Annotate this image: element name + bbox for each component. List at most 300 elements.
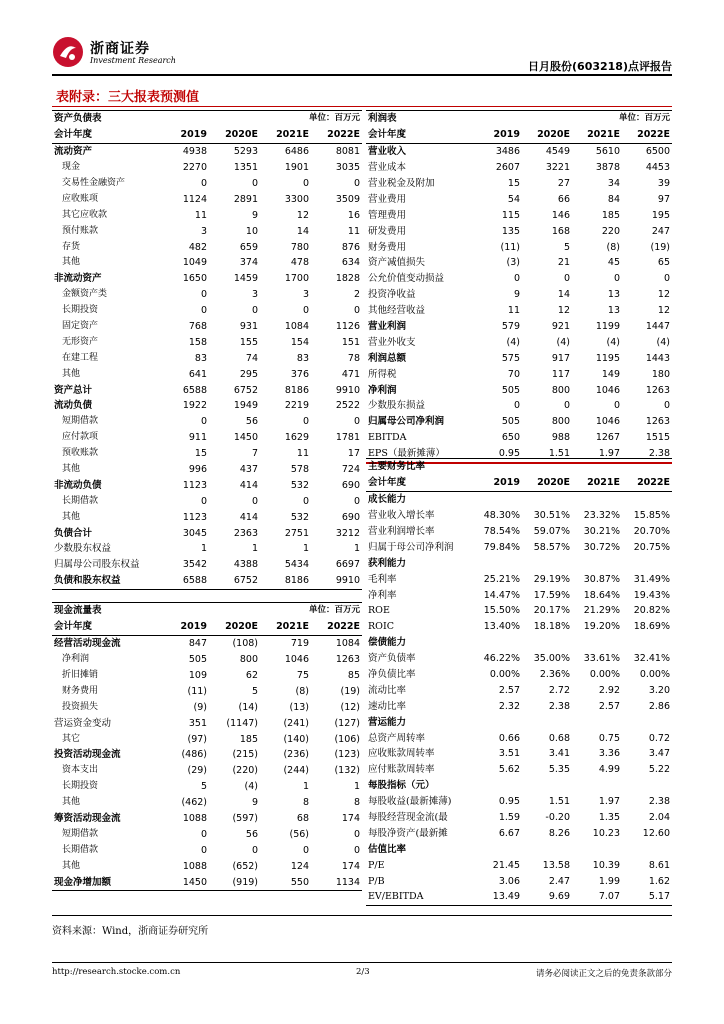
- cell-value: 195: [651, 209, 671, 221]
- cell-value: 3486: [495, 146, 520, 158]
- cell-value: 11: [296, 448, 309, 460]
- row-label: ROIC: [368, 621, 394, 633]
- table-row: [52, 795, 362, 811]
- cell-value: 2.57: [498, 684, 520, 696]
- column-header-label: 会计年度: [52, 127, 158, 143]
- row-label: 其他: [62, 797, 81, 808]
- row-label: 总资产周转率: [368, 732, 426, 744]
- cell-value: (652): [232, 860, 258, 872]
- cell-value: 3.06: [498, 875, 520, 887]
- year-header: 2019: [472, 475, 522, 491]
- cell-value: 0: [513, 400, 520, 412]
- cell-value: 7.07: [572, 889, 622, 905]
- table-row: [52, 287, 362, 303]
- table-row: [366, 255, 672, 271]
- cell-value: 3035: [335, 162, 361, 174]
- row-label: 财务费用: [62, 685, 99, 696]
- cell-value: (215): [232, 749, 258, 761]
- year-header: 2021E: [572, 475, 622, 491]
- footer-url[interactable]: http://research.stocke.com.cn: [52, 967, 181, 977]
- cell-value: 578: [290, 464, 309, 476]
- cell-value: 29.19%: [533, 573, 570, 585]
- table-row: [366, 524, 672, 540]
- row-label: 预付账款: [62, 225, 99, 236]
- cell-value: 8: [302, 797, 309, 809]
- source-divider: [52, 915, 672, 916]
- cell-value: 0: [251, 178, 258, 189]
- cell-value: 30.51%: [533, 510, 570, 522]
- cell-value: 0: [613, 400, 620, 412]
- cell-value: 0.00%: [489, 669, 520, 681]
- cell-value: 10.23: [592, 827, 620, 839]
- row-label: 利润总额: [368, 352, 407, 364]
- cell-value: 6752: [233, 384, 258, 396]
- cell-value: 79.84%: [483, 541, 520, 553]
- cell-value: 3.36: [598, 748, 620, 760]
- cell-value: 83: [194, 352, 207, 364]
- cell-value: (140): [283, 733, 309, 745]
- cell-value: 917: [551, 352, 570, 364]
- row-label: 资产负债率: [368, 653, 416, 665]
- table-row: [52, 747, 362, 763]
- cell-value: 62: [245, 670, 258, 681]
- cell-value: 6500: [645, 146, 671, 158]
- table-title: 现金流量表: [52, 603, 158, 619]
- cell-value: 0: [353, 305, 361, 317]
- cell-value: 0: [200, 828, 207, 840]
- row-label: 现金净增加额: [52, 874, 158, 890]
- row-label: 长期投资: [62, 305, 99, 316]
- table-row: [52, 398, 362, 414]
- cell-value: 16: [347, 209, 361, 221]
- cell-value: 78.54%: [483, 526, 520, 537]
- table-row: [52, 207, 362, 223]
- cell-value: 374: [239, 257, 258, 269]
- cell-value: 921: [551, 321, 570, 333]
- row-label: 估值比率: [368, 843, 407, 855]
- cell-value: 4453: [645, 162, 671, 174]
- section-title: 表附录：三大报表预测值: [56, 90, 200, 105]
- section-divider: [52, 106, 672, 107]
- cell-value: 7: [251, 448, 258, 460]
- cell-value: (56): [289, 828, 309, 840]
- row-label: 交易性金融资产: [62, 178, 126, 188]
- cell-value: 1124: [182, 193, 207, 205]
- cell-value: 0: [302, 844, 309, 856]
- row-label: 预收账款: [62, 448, 99, 459]
- table-row: [52, 239, 362, 255]
- cell-value: 0: [200, 178, 207, 189]
- row-label: ROE: [368, 605, 390, 617]
- row-label: 其它: [62, 733, 81, 744]
- row-label: 营业收入: [368, 146, 407, 158]
- cell-value: 1447: [645, 321, 671, 333]
- cell-value: 66: [557, 193, 570, 205]
- cell-value: 2607: [495, 162, 520, 174]
- table-row: [366, 319, 672, 335]
- cell-value: 1.97: [572, 446, 622, 463]
- cell-value: 56: [245, 828, 258, 840]
- cell-value: 158: [188, 336, 207, 348]
- cell-value: 0: [200, 416, 207, 428]
- row-label: 长期借款: [62, 495, 99, 506]
- cell-value: 5293: [233, 146, 258, 158]
- table-row: [366, 223, 672, 239]
- table-row: [366, 239, 672, 255]
- cell-value: 1195: [595, 352, 620, 364]
- cell-value: 9910: [335, 384, 361, 396]
- table-row: [52, 350, 362, 366]
- table-row: [52, 223, 362, 239]
- table-row: [366, 730, 672, 746]
- table-row: [366, 571, 672, 587]
- row-label: 净利润: [368, 384, 397, 396]
- cell-value: 0: [200, 289, 207, 301]
- cell-value: 6.67: [498, 827, 520, 839]
- cell-value: 3212: [335, 527, 361, 539]
- row-label: 每股收益(最新摊薄): [368, 796, 452, 808]
- cell-value: 988: [551, 432, 570, 444]
- table-row: [366, 746, 672, 762]
- table-row: [366, 714, 672, 730]
- cell-value: 2219: [284, 400, 309, 412]
- cell-value: 0: [353, 828, 361, 840]
- table-row: [366, 635, 672, 651]
- cell-value: 911: [188, 432, 207, 444]
- table-row: [52, 334, 362, 350]
- cell-value: 1.97: [598, 796, 620, 808]
- table-title-row: [52, 111, 362, 127]
- cell-value: 1828: [335, 273, 361, 285]
- cell-value: 70: [507, 368, 520, 380]
- cell-value: 414: [239, 479, 258, 491]
- empty-cell: [472, 841, 672, 857]
- cell-value: 30.72%: [583, 541, 620, 553]
- cell-value: 0: [200, 844, 207, 856]
- cell-value: (4): [556, 336, 570, 348]
- cell-value: 931: [239, 321, 258, 333]
- cell-value: 19.43%: [633, 589, 670, 601]
- table-row: [366, 430, 672, 446]
- cell-value: 2: [353, 289, 361, 301]
- cell-value: 18.69%: [633, 621, 670, 633]
- table-row: [366, 682, 672, 698]
- cell-value: 0: [200, 495, 207, 507]
- table-row: [366, 271, 672, 287]
- cell-value: 1263: [645, 384, 671, 396]
- cell-value: 34: [607, 178, 620, 189]
- cell-value: 11: [347, 225, 361, 237]
- cell-value: 505: [501, 384, 520, 396]
- row-label: 负债和股东权益: [52, 573, 158, 589]
- empty-cell: [472, 555, 672, 571]
- cell-value: (97): [187, 733, 207, 745]
- cell-value: (11): [500, 241, 520, 253]
- table-row: [52, 858, 362, 874]
- table-row: [366, 619, 672, 635]
- cell-value: (123): [334, 749, 361, 761]
- cell-value: 5.17: [622, 889, 672, 905]
- table-title: 利润表: [366, 111, 472, 127]
- table-row: [366, 382, 672, 398]
- row-label: 短期借款: [62, 828, 99, 839]
- cell-value: 1949: [233, 400, 258, 412]
- report-title: 日月股份(603218)点评报告: [528, 60, 672, 73]
- row-label: 长期投资: [62, 781, 99, 792]
- cell-value: 0: [251, 305, 258, 317]
- row-label: P/E: [368, 859, 385, 871]
- cell-value: (220): [232, 765, 258, 777]
- cell-value: 3.51: [498, 748, 520, 760]
- row-label: 金额资产类: [62, 289, 108, 300]
- cell-value: 719: [290, 638, 309, 650]
- cell-value: 1263: [335, 654, 361, 666]
- row-label: 毛利率: [368, 573, 397, 585]
- cell-value: 4938: [182, 146, 207, 158]
- cell-value: 2.92: [598, 684, 620, 696]
- table-title-row: [52, 603, 362, 619]
- cell-value: 1.62: [648, 875, 670, 887]
- row-label: 应付账款周转率: [368, 764, 435, 776]
- cell-value: 3.41: [548, 748, 570, 760]
- cell-value: 168: [551, 225, 570, 237]
- cell-value: 482: [188, 241, 207, 253]
- cell-value: 0.95: [472, 446, 522, 463]
- table-row: [52, 366, 362, 382]
- table-row: [52, 430, 362, 446]
- cell-value: 3509: [335, 193, 361, 205]
- table-row: [366, 287, 672, 303]
- cell-value: 56: [245, 416, 258, 428]
- cell-value: 414: [239, 511, 258, 523]
- cell-value: (4): [606, 336, 620, 348]
- cell-value: 0.66: [498, 732, 520, 744]
- cell-value: -0.20: [545, 812, 570, 824]
- cell-value: (29): [187, 765, 207, 777]
- cell-value: 1781: [335, 432, 361, 444]
- row-label: 营业利润增长率: [368, 526, 435, 537]
- table-row: [52, 160, 362, 176]
- cell-value: 6588: [182, 384, 207, 396]
- cell-value: 59.07%: [533, 526, 570, 537]
- table-row: [366, 778, 672, 794]
- row-label: P/B: [368, 875, 385, 887]
- cell-value: (11): [187, 685, 207, 697]
- cell-value: 20.17%: [533, 605, 570, 617]
- cell-value: 30.87%: [583, 573, 620, 585]
- table-row: [366, 698, 672, 714]
- row-label: 每股净资产(最新摊: [368, 827, 448, 839]
- table-row: [366, 366, 672, 382]
- cell-value: 30.21%: [583, 526, 620, 537]
- row-label: 净利率: [368, 589, 397, 601]
- cell-value: 23.32%: [583, 510, 620, 522]
- cell-value: 2.86: [648, 700, 670, 712]
- row-label: 筹资活动现金流: [54, 813, 121, 825]
- row-label: 获利能力: [368, 557, 407, 569]
- cell-value: 15: [507, 178, 520, 189]
- cell-value: 185: [239, 733, 258, 745]
- cell-value: (9): [193, 701, 207, 713]
- cell-value: 5.22: [648, 764, 670, 776]
- cell-value: 84: [607, 193, 620, 205]
- cell-value: 0: [200, 305, 207, 317]
- cell-value: (462): [181, 797, 207, 809]
- cell-value: 13: [607, 289, 620, 301]
- row-label: EV/EBITDA: [366, 889, 472, 905]
- cell-value: 10.39: [592, 859, 620, 871]
- table-row: [366, 603, 672, 619]
- cell-value: 847: [188, 638, 207, 650]
- cell-value: 12: [657, 305, 671, 317]
- cell-value: 97: [657, 193, 671, 205]
- cell-value: 650: [501, 432, 520, 444]
- row-label: 营业税金及附加: [368, 178, 435, 189]
- cell-value: 1: [302, 781, 309, 793]
- cell-value: 45: [607, 257, 620, 269]
- cell-value: (236): [283, 749, 309, 761]
- row-label: 营业收入增长率: [368, 510, 435, 522]
- row-label: 归属母公司净利润: [368, 416, 445, 428]
- cell-value: 21.45: [492, 859, 520, 871]
- year-header: 2019: [472, 127, 522, 143]
- row-label: 资本支出: [62, 765, 99, 776]
- cell-value: 21: [557, 257, 570, 269]
- cell-value: 5: [251, 685, 258, 697]
- cell-value: 8186: [284, 384, 309, 396]
- cell-value: 12: [296, 209, 309, 221]
- year-header: 2019: [158, 127, 209, 143]
- table-row: [52, 477, 362, 493]
- row-label: 净利润: [62, 654, 90, 665]
- cell-value: (132): [334, 765, 361, 777]
- table-row: [366, 143, 672, 159]
- row-label: 流动负债: [54, 400, 93, 412]
- year-header: 2022E: [622, 127, 672, 143]
- table-row: [52, 715, 362, 731]
- cell-value: (8): [606, 241, 620, 253]
- table-row: [52, 826, 362, 842]
- table-row: [52, 462, 362, 478]
- cell-value: 505: [188, 654, 207, 666]
- table-row: [366, 350, 672, 366]
- row-label: 折旧摊销: [62, 670, 99, 680]
- brand-name-cn: 浙商证券: [90, 41, 150, 57]
- cell-value: 376: [290, 368, 309, 380]
- cell-value: 3221: [545, 162, 570, 174]
- cell-value: 1: [353, 543, 361, 555]
- cell-value: 0.68: [548, 732, 570, 744]
- row-label: 负债合计: [54, 527, 93, 539]
- cell-value: 0: [251, 495, 258, 507]
- cell-value: 1084: [284, 321, 309, 333]
- cell-value: 996: [188, 464, 207, 476]
- table-title: 主要财务比率: [366, 459, 472, 475]
- table-row: [366, 587, 672, 603]
- row-label: 流动比率: [368, 684, 407, 696]
- cell-value: 117: [551, 368, 570, 380]
- cell-value: (241): [283, 717, 309, 729]
- row-label: 所得税: [368, 368, 397, 380]
- unit-label: 单位：百万元: [158, 111, 362, 127]
- unit-label: 单位：百万元: [158, 603, 362, 619]
- cell-value: 5.62: [498, 764, 520, 776]
- row-label: 其他: [62, 368, 81, 379]
- cell-value: 17.59%: [533, 589, 570, 601]
- cell-value: 75: [296, 670, 309, 681]
- cell-value: 18.18%: [533, 621, 570, 633]
- cell-value: (4): [656, 336, 671, 348]
- table-row: [366, 539, 672, 555]
- cell-value: 9: [251, 209, 258, 221]
- cell-value: 0: [353, 178, 361, 189]
- cell-value: 0: [302, 495, 309, 507]
- year-header: 2021E: [260, 619, 311, 635]
- cell-value: 0: [251, 844, 258, 856]
- row-label: 营运资金变动: [54, 717, 112, 729]
- cell-value: 0.00%: [639, 669, 670, 681]
- cell-value: 0: [563, 400, 570, 412]
- row-label: 营业成本: [368, 162, 407, 174]
- cell-value: 1901: [284, 162, 309, 174]
- cell-value: 0: [663, 273, 671, 285]
- cell-value: 1: [302, 543, 309, 555]
- cell-value: 6588: [158, 573, 209, 589]
- cash-flow-table: [52, 602, 362, 891]
- table-row: [366, 508, 672, 524]
- cell-value: 174: [341, 813, 361, 825]
- cell-value: (919): [209, 874, 260, 890]
- cell-value: 8.26: [548, 827, 570, 839]
- cell-value: 0.00%: [589, 669, 620, 681]
- table-row: [52, 509, 362, 525]
- year-header: 2020E: [522, 127, 572, 143]
- cell-value: 5: [200, 781, 207, 793]
- cell-value: 3.20: [648, 684, 670, 696]
- cell-value: (486): [181, 749, 207, 761]
- table-row: [366, 398, 672, 414]
- table-title-row: [366, 111, 672, 127]
- cell-value: 3: [200, 225, 207, 237]
- cell-value: 2.57: [598, 700, 620, 712]
- row-label: 其它应收款: [62, 209, 108, 220]
- cell-value: 5434: [284, 559, 309, 571]
- cell-value: (4): [506, 336, 520, 348]
- table-row: [52, 668, 362, 684]
- cell-value: 2891: [233, 193, 258, 205]
- cell-value: 12: [557, 305, 570, 317]
- cell-value: 3: [302, 289, 309, 301]
- header-divider: [52, 74, 672, 76]
- cell-value: 532: [290, 511, 309, 523]
- cell-value: 83: [296, 352, 309, 364]
- cell-value: 25.21%: [483, 573, 520, 585]
- row-label: 归属于母公司净利润: [368, 541, 454, 553]
- year-header: 2022E: [311, 619, 362, 635]
- cell-value: 21.29%: [583, 605, 620, 617]
- cell-value: 6486: [284, 146, 309, 158]
- table-row: [52, 191, 362, 207]
- column-header-label: 会计年度: [366, 475, 472, 491]
- table-row: [52, 143, 362, 159]
- cell-value: 154: [290, 336, 309, 348]
- cell-value: 4549: [545, 146, 570, 158]
- cell-value: 1450: [158, 874, 209, 890]
- cell-value: 54: [507, 193, 520, 205]
- cell-value: 1123: [182, 511, 207, 523]
- row-label: 财务费用: [368, 241, 407, 253]
- row-label: 成长能力: [368, 494, 407, 506]
